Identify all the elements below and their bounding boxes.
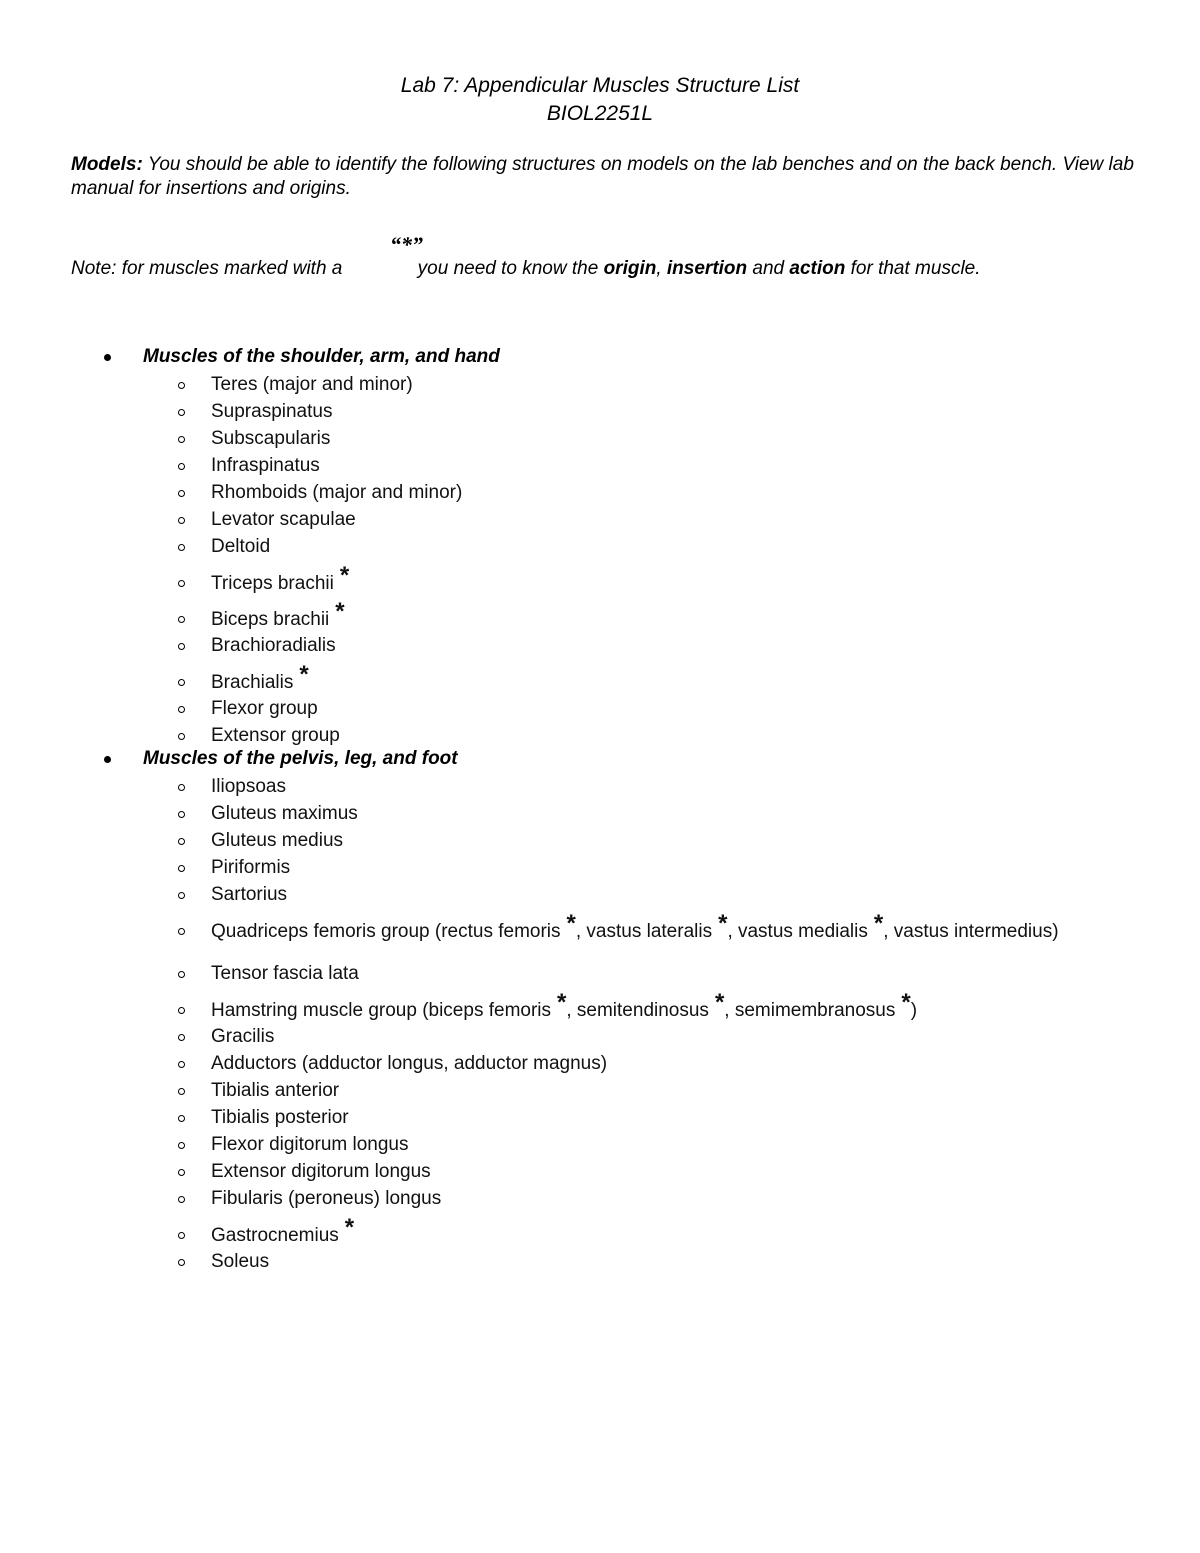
list-item	[0, 1023, 1200, 1050]
muscle-name-text: Gluteus medius	[211, 830, 344, 851]
circle-bullet-icon	[178, 706, 185, 713]
circle-bullet-icon	[178, 490, 185, 497]
note-prefix: Note: for muscles marked with a	[71, 258, 343, 279]
circle-bullet-icon	[178, 1061, 185, 1068]
muscle-name	[211, 562, 1111, 596]
muscle-name-text: Flexor digitorum longus	[211, 1134, 409, 1155]
circle-bullet-icon	[178, 1196, 185, 1203]
muscle-name-text: Iliopsoas	[211, 776, 286, 797]
muscle-name	[211, 1078, 1111, 1103]
asterisk-icon: *	[335, 598, 345, 625]
muscle-name-text: Rhomboids (major and minor)	[211, 482, 463, 503]
bullet-icon	[104, 756, 111, 763]
muscle-name	[211, 1024, 1111, 1049]
document-title: Lab 7: Appendicular Muscles Structure List	[400, 74, 800, 97]
muscle-list	[0, 773, 1200, 1275]
muscle-name	[211, 1249, 1111, 1274]
list-item	[0, 371, 1200, 398]
muscle-name-text: Tibialis anterior	[211, 1080, 340, 1101]
muscle-name-part: Hamstring muscle group (biceps femoris	[211, 1000, 552, 1021]
muscle-name-text: Supraspinatus	[211, 401, 333, 422]
circle-bullet-icon	[178, 892, 185, 899]
muscle-name-part: , vastus lateralis	[575, 921, 713, 942]
list-item	[0, 773, 1200, 800]
circle-bullet-icon	[178, 1115, 185, 1122]
asterisk-mark: “*”	[390, 232, 423, 257]
models-label: Models:	[71, 154, 143, 175]
muscle-name	[211, 910, 1111, 944]
list-item	[0, 1131, 1200, 1158]
circle-bullet-icon	[178, 1232, 185, 1239]
note-middle: you need to know the	[412, 258, 604, 279]
muscle-name	[211, 801, 1111, 826]
list-item	[0, 960, 1200, 987]
circle-bullet-icon	[178, 1088, 185, 1095]
list-item	[0, 881, 1200, 908]
list-item	[0, 1185, 1200, 1212]
list-item	[0, 1104, 1200, 1131]
course-code: BIOL2251L	[546, 102, 654, 125]
list-item	[0, 425, 1200, 452]
muscle-name-part: , vastus medialis	[727, 921, 868, 942]
list-item	[0, 398, 1200, 425]
muscle-name	[211, 828, 1111, 853]
circle-bullet-icon	[178, 616, 185, 623]
circle-bullet-icon	[178, 643, 185, 650]
circle-bullet-icon	[178, 409, 185, 416]
muscle-name	[211, 1105, 1111, 1130]
muscle-name-part: , semitendinosus	[566, 1000, 709, 1021]
circle-bullet-icon	[178, 838, 185, 845]
muscle-name	[211, 989, 1111, 1023]
section-shoulder-arm-hand	[0, 345, 1200, 749]
muscle-list	[0, 371, 1200, 749]
list-item	[0, 695, 1200, 722]
models-text: You should be able to identify the following structures on models on the lab benches and on the back bench. View lab manual for insertions and origins.	[71, 154, 1134, 199]
circle-bullet-icon	[178, 971, 185, 978]
note-comma: ,	[656, 258, 667, 279]
circle-bullet-icon	[178, 580, 185, 587]
muscle-name	[211, 1214, 1111, 1248]
muscle-name	[211, 480, 1111, 505]
muscle-name	[211, 1051, 1111, 1076]
muscle-name	[211, 1132, 1111, 1157]
muscle-name-text: Subscapularis	[211, 428, 331, 449]
list-item	[0, 596, 1200, 632]
muscle-name	[211, 1159, 1111, 1184]
muscle-name	[211, 855, 1111, 880]
section-header	[0, 345, 1200, 371]
muscle-name-text: Levator scapulae	[211, 509, 356, 530]
note-origin: origin	[603, 258, 657, 279]
note-paragraph	[71, 257, 1151, 281]
list-item	[0, 479, 1200, 506]
muscle-name-text: Piriformis	[211, 857, 291, 878]
asterisk-icon: *	[339, 562, 350, 589]
circle-bullet-icon	[178, 733, 185, 740]
muscle-name	[211, 426, 1111, 451]
asterisk-icon: *	[873, 910, 884, 937]
note-action: action	[789, 258, 846, 279]
circle-bullet-icon	[178, 1034, 185, 1041]
circle-bullet-icon	[178, 1169, 185, 1176]
section-header	[0, 747, 1200, 773]
list-item	[0, 987, 1200, 1023]
muscle-name	[211, 661, 1111, 695]
muscle-name-text: Soleus	[211, 1251, 270, 1272]
list-item	[0, 533, 1200, 560]
list-item	[0, 1050, 1200, 1077]
asterisk-icon: *	[718, 910, 728, 937]
muscle-name	[211, 774, 1111, 799]
muscle-name-part: , semimembranosus	[724, 1000, 896, 1021]
muscle-name-text: Gracilis	[211, 1026, 275, 1047]
circle-bullet-icon	[178, 1259, 185, 1266]
circle-bullet-icon	[178, 382, 185, 389]
circle-bullet-icon	[178, 811, 185, 818]
muscle-name	[211, 633, 1111, 658]
list-item	[0, 659, 1200, 695]
muscle-name	[211, 961, 1111, 986]
models-paragraph	[71, 153, 1141, 201]
list-item	[0, 1212, 1200, 1248]
muscle-name-text: Triceps brachii	[211, 573, 334, 594]
asterisk-icon: *	[344, 1214, 355, 1241]
list-item	[0, 908, 1200, 960]
bullet-icon	[104, 354, 111, 361]
circle-bullet-icon	[178, 436, 185, 443]
muscle-name-text: Infraspinatus	[211, 455, 320, 476]
muscle-name-text: Tibialis posterior	[211, 1107, 349, 1128]
list-item	[0, 506, 1200, 533]
list-item	[0, 560, 1200, 596]
circle-bullet-icon	[178, 1007, 185, 1014]
asterisk-icon: *	[901, 989, 911, 1016]
muscle-name-text: Extensor digitorum longus	[211, 1161, 431, 1182]
note-suffix: for that muscle.	[845, 258, 981, 279]
asterisk-icon: *	[557, 989, 567, 1016]
muscle-name-text: Sartorius	[211, 884, 288, 905]
note-insertion: insertion	[666, 258, 748, 279]
muscle-name-text: Gastrocnemius	[211, 1225, 339, 1246]
muscle-name	[211, 1186, 1111, 1211]
circle-bullet-icon	[178, 463, 185, 470]
muscle-name-part: , vastus intermedius)	[883, 921, 1059, 942]
circle-bullet-icon	[178, 679, 185, 686]
muscle-name	[211, 453, 1111, 478]
muscle-name-part: )	[910, 1000, 918, 1021]
asterisk-icon: *	[299, 661, 309, 688]
muscle-name-text: Brachioradialis	[211, 635, 336, 656]
section-title: Muscles of the shoulder, arm, and hand	[143, 346, 500, 367]
list-item	[0, 632, 1200, 659]
muscle-name-text: Adductors (adductor longus, adductor magnus)	[211, 1053, 608, 1074]
muscle-name	[211, 882, 1111, 907]
asterisk-icon: *	[714, 989, 725, 1016]
muscle-name-text: Flexor group	[211, 698, 318, 719]
muscle-name-text: Deltoid	[211, 536, 271, 557]
circle-bullet-icon	[178, 517, 185, 524]
muscle-name-text: Fibularis (peroneus) longus	[211, 1188, 442, 1209]
list-item	[0, 854, 1200, 881]
list-item	[0, 452, 1200, 479]
list-item	[0, 722, 1200, 749]
note-and: and	[747, 258, 790, 279]
circle-bullet-icon	[178, 544, 185, 551]
section-title: Muscles of the pelvis, leg, and foot	[143, 748, 458, 769]
circle-bullet-icon	[178, 784, 185, 791]
circle-bullet-icon	[178, 865, 185, 872]
muscle-name	[211, 399, 1111, 424]
list-item	[0, 800, 1200, 827]
muscle-name-text: Brachialis	[211, 672, 294, 693]
muscle-name-text: Extensor group	[211, 725, 340, 746]
muscle-name	[211, 372, 1111, 397]
muscle-name-text: Teres (major and minor)	[211, 374, 413, 395]
list-item	[0, 827, 1200, 854]
muscle-name	[211, 696, 1111, 721]
circle-bullet-icon	[178, 1142, 185, 1149]
list-item	[0, 1077, 1200, 1104]
muscle-name-text: Biceps brachii	[211, 609, 330, 630]
muscle-name	[211, 534, 1111, 559]
muscle-name-part: Quadriceps femoris group (rectus femoris	[211, 921, 561, 942]
list-item	[0, 1158, 1200, 1185]
muscle-name-text: Tensor fascia lata	[211, 963, 359, 984]
list-item	[0, 1248, 1200, 1275]
muscle-name	[211, 598, 1111, 632]
circle-bullet-icon	[178, 928, 185, 935]
muscle-name-text: Gluteus maximus	[211, 803, 358, 824]
asterisk-icon: *	[566, 910, 576, 937]
muscle-name	[211, 507, 1111, 532]
muscle-name	[211, 723, 1111, 748]
section-pelvis-leg-foot	[0, 747, 1200, 1275]
